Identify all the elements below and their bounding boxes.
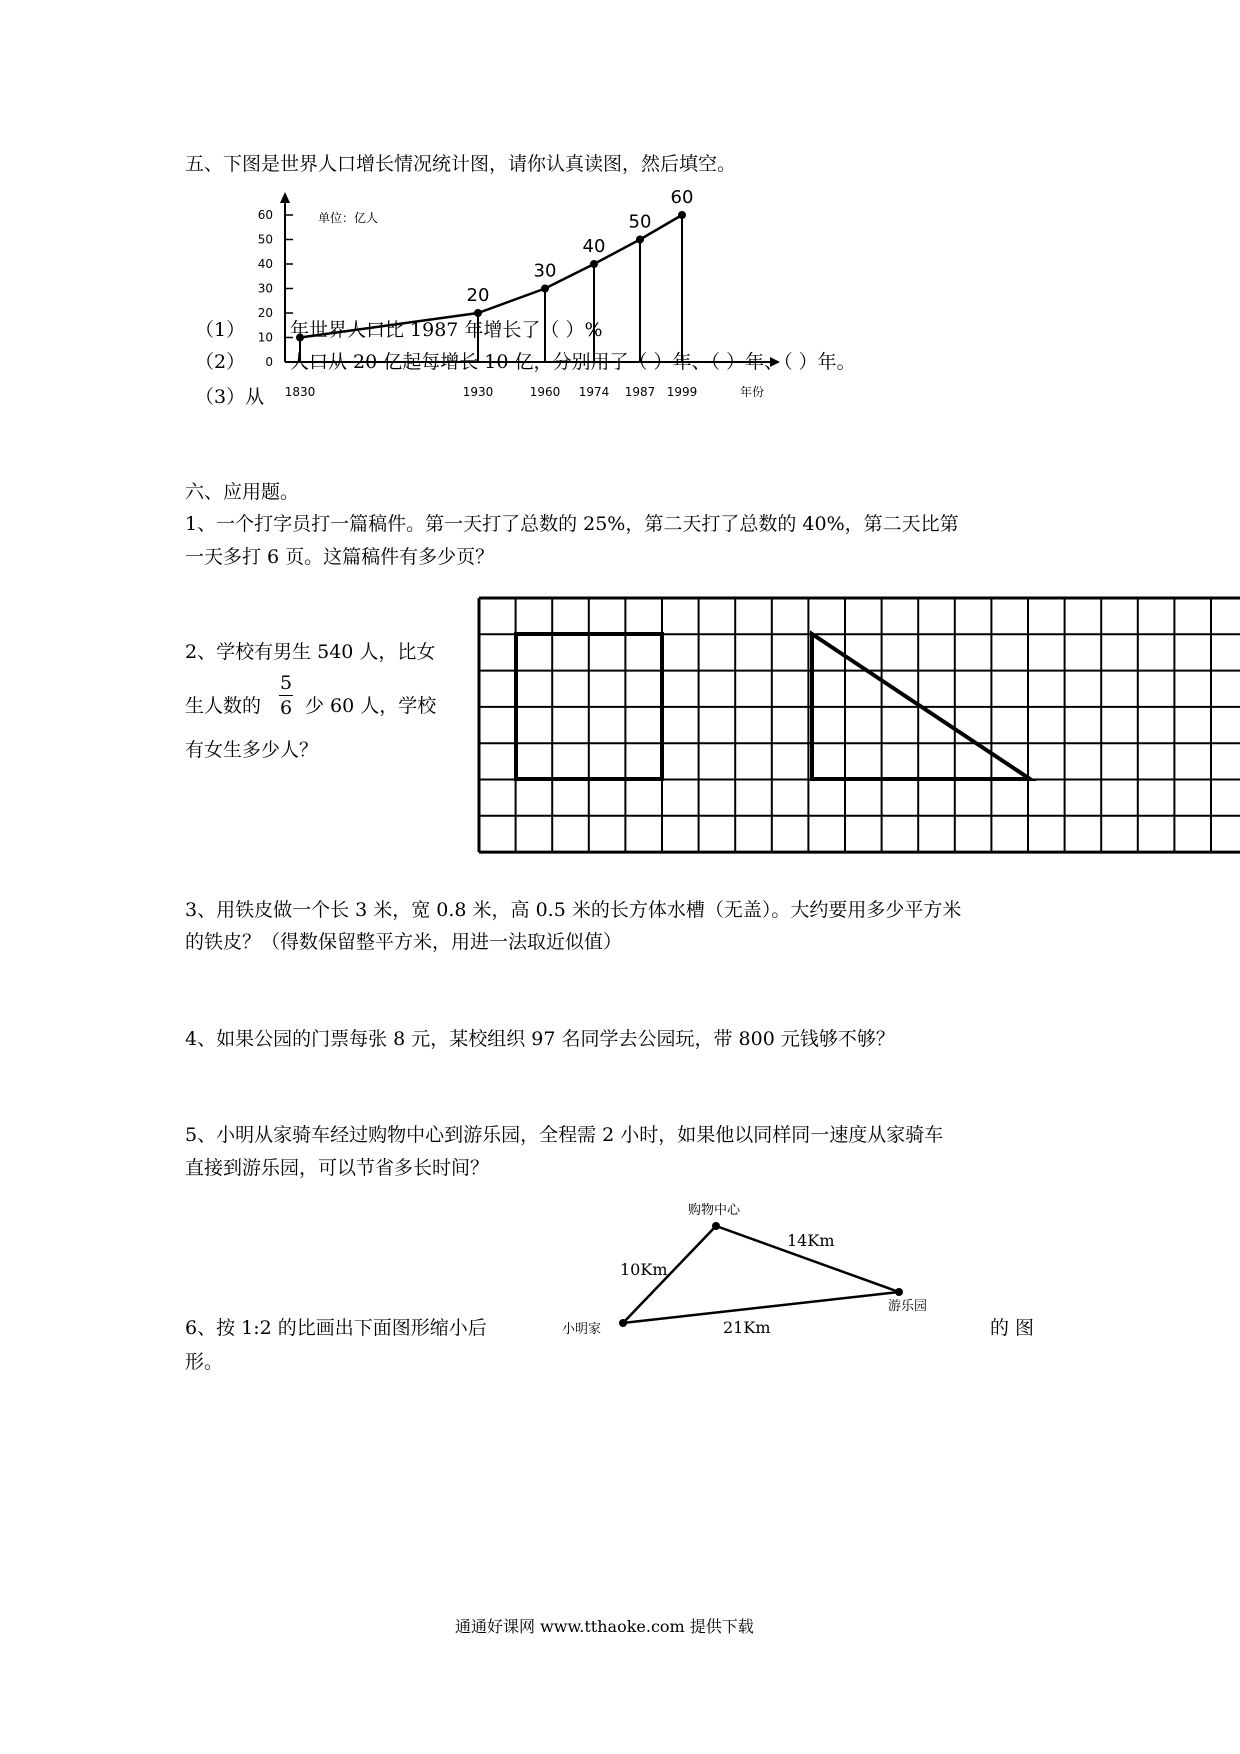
park-label: 游乐园 — [888, 1299, 928, 1314]
data-point — [541, 285, 549, 293]
right-triangle-figure — [812, 634, 1030, 779]
data-point — [474, 309, 482, 317]
fraction-denominator: 6 — [279, 697, 293, 719]
data-label: 20 — [466, 285, 490, 306]
x-tick-label: 1974 — [578, 385, 610, 399]
y-tick-label: 60 — [257, 208, 273, 222]
y-tick-label: 10 — [257, 330, 273, 345]
y-tick-label: 40 — [257, 257, 273, 271]
data-label: 40 — [582, 236, 606, 257]
q5-1-text: 年世界人口比 1987 年增长了（ ）% — [290, 319, 603, 341]
q6-4: 4、如果公园的门票每张 8 元，某校组织 97 名同学去公园玩，带 800 元钱够不够？ — [185, 1028, 895, 1050]
q6-1-line1: 1、一个打字员打一篇稿件。第一天打了总数的 25%，第二天打了总数的 40%，第二天比第 — [185, 513, 959, 535]
q6-2-line3: 有女生多少人？ — [185, 739, 319, 761]
data-label: 60 — [670, 187, 694, 208]
section5-title: 五、下图是世界人口增长情况统计图，请你认真读图，然后填空。 — [185, 153, 737, 175]
y-axis-arrow — [280, 192, 290, 203]
data-point — [678, 211, 686, 219]
data-point — [590, 260, 598, 268]
q6-6-c: 形。 — [185, 1351, 224, 1373]
x-tick-label: 1830 — [284, 385, 316, 399]
q6-6-b: 的 图 — [990, 1317, 1035, 1339]
chart-unit-label: 单位：亿人 — [318, 211, 379, 225]
q5-2-text: 人口从 20 亿起每增长 10 亿，分别用了（ ）年、（ ）年、（ ）年。 — [290, 351, 856, 373]
home-park-distance: 21Km — [723, 1318, 771, 1337]
footer-credit: 通通好课网 www.tthaoke.com 提供下载 — [455, 1617, 754, 1636]
x-tick-label: 1960 — [529, 385, 561, 399]
x-tick-label: 1930 — [462, 385, 494, 399]
square-figure — [516, 634, 662, 779]
x-tick-label: 1999 — [666, 385, 698, 399]
home-mall-distance: 10Km — [620, 1260, 668, 1279]
x-axis-label: 年份 — [739, 385, 765, 399]
y-tick-label: 30 — [257, 281, 273, 296]
mall-park-distance: 14Km — [787, 1231, 835, 1250]
q5-2-prefix: （2） — [195, 351, 246, 373]
mall-point — [712, 1222, 720, 1230]
q6-5-line1: 5、小明从家骑车经过购物中心到游乐园，全程需 2 小时，如果他以同样同一速度从家骑车 — [185, 1124, 944, 1146]
data-point — [636, 236, 644, 244]
q5-1-prefix: （1） — [195, 319, 246, 341]
home-point — [619, 1319, 627, 1327]
y-tick-label: 50 — [257, 232, 273, 247]
q6-3-line2: 的铁皮？（得数保留整平方米，用进一法取近似值） — [185, 931, 623, 953]
y-tick-label: 0 — [265, 355, 273, 369]
x-tick-label: 1987 — [624, 385, 656, 399]
q6-6-a: 6、按 1:2 的比画出下面图形缩小后 — [185, 1317, 487, 1339]
q6-3-line1: 3、用铁皮做一个长 3 米，宽 0.8 米，高 0.5 米的长方体水槽（无盖）。大约要用多少平方米 — [185, 899, 962, 921]
section6-title: 六、应用题。 — [185, 481, 300, 503]
data-label: 30 — [533, 260, 557, 282]
q6-1-line2: 一天多打 6 页。这篇稿件有多少页？ — [185, 546, 495, 568]
mall-label: 购物中心 — [688, 1203, 741, 1218]
data-label: 50 — [628, 211, 652, 233]
home-label: 小明家 — [562, 1322, 602, 1337]
q6-2-line2-b: 少 60 人，学校 — [305, 695, 437, 717]
q6-2-line2-a: 生人数的 — [185, 695, 262, 717]
y-tick-label: 20 — [257, 306, 273, 320]
q6-2-line1: 2、学校有男生 540 人，比女 — [185, 641, 436, 663]
q5-3-prefix: （3）从 — [195, 386, 265, 408]
q6-5-line2: 直接到游乐园，可以节省多长时间？ — [185, 1157, 490, 1179]
fraction-numerator: 5 — [279, 672, 293, 694]
fraction-five-sixths — [279, 672, 293, 719]
population-chart — [0, 180, 1240, 440]
